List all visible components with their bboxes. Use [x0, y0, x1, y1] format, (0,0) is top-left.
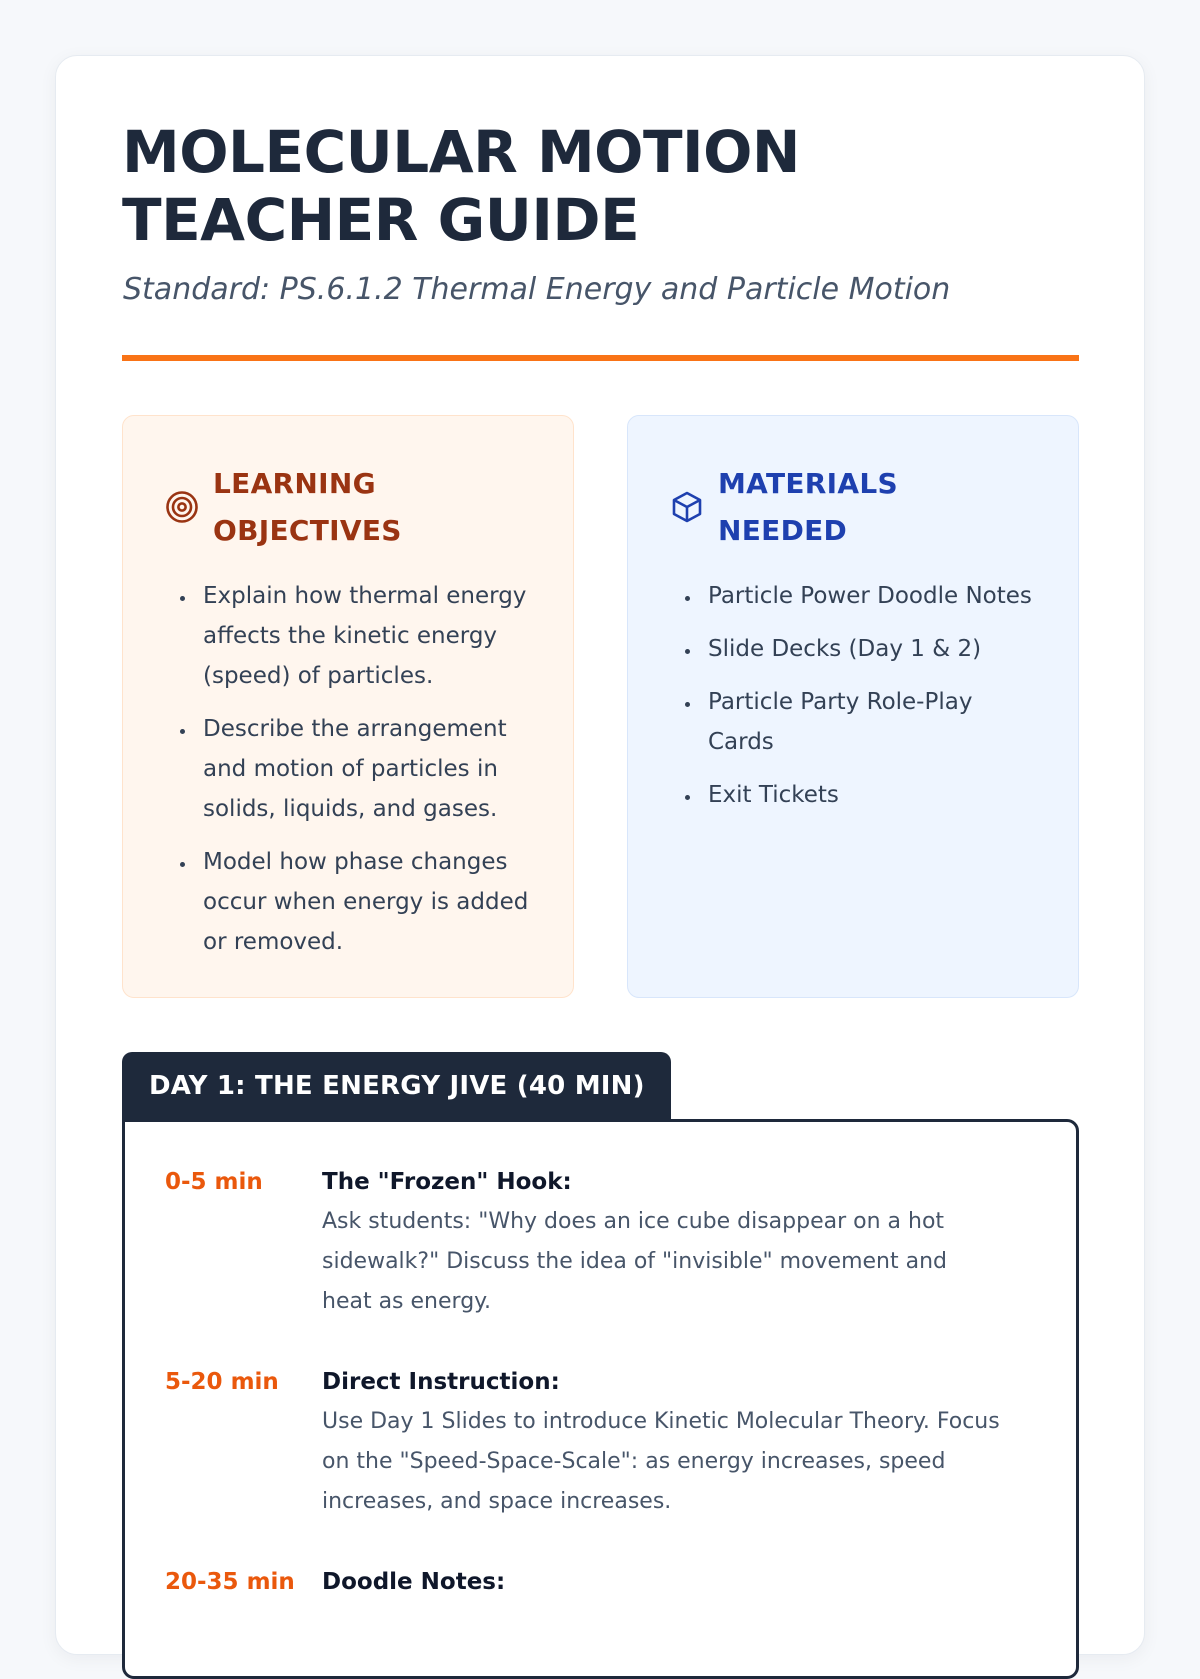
schedule-time: 0-5 min: [165, 1169, 263, 1195]
page-title-line-1: MOLECULAR MOTION: [122, 118, 800, 186]
list-item: • Particle Party Role-Play Cards: [702, 682, 1040, 762]
page-title-line-2: TEACHER GUIDE: [122, 186, 640, 254]
learning-objectives-list: [165, 576, 535, 962]
day-1-schedule: [122, 1119, 1079, 1679]
materials-needed-title-line-2: NEEDED: [718, 514, 848, 547]
day-1-tab: DAY 1: THE ENERGY JIVE (40 MIN): [122, 1052, 671, 1120]
schedule-heading: Doodle Notes:: [322, 1569, 506, 1595]
schedule-body: [322, 1562, 1002, 1602]
schedule-heading: Direct Instruction:: [322, 1369, 560, 1395]
schedule-heading: The "Frozen" Hook:: [322, 1169, 572, 1195]
list-item: • Particle Power Doodle Notes: [702, 576, 1040, 616]
schedule-time: 5-20 min: [165, 1369, 279, 1395]
learning-objectives-title-line-1: LEARNING: [213, 467, 376, 500]
schedule-time: 20-35 min: [165, 1569, 295, 1595]
schedule-body: [322, 1162, 1002, 1322]
materials-needed-header: [670, 460, 1040, 554]
list-item: • Explain how thermal energy affects the kinetic energy (speed) of particles.: [197, 576, 535, 696]
list-item: • Slide Decks (Day 1 & 2): [702, 629, 1040, 669]
schedule-body: [322, 1362, 1002, 1522]
materials-needed-title-line-1: MATERIALS: [718, 467, 898, 500]
page-title: [122, 118, 1022, 254]
schedule-text: Ask students: "Why does an ice cube disappear on a hot sidewalk?" Discuss the idea of "invisible" movement and heat as energy.: [322, 1209, 948, 1314]
learning-objectives-header: [165, 460, 535, 554]
schedule-text: Use Day 1 Slides to introduce Kinetic Molecular Theory. Focus on the "Speed-Space-Scale": as energy increases, speed increases, and space increases.: [322, 1409, 1000, 1514]
standard-subtitle: Standard: PS.6.1.2 Thermal Energy and Particle Motion: [123, 272, 951, 307]
title-divider: [122, 355, 1079, 361]
materials-needed-panel: [627, 415, 1079, 998]
learning-objectives-panel: [122, 415, 574, 998]
list-item: • Model how phase changes occur when energy is added or removed.: [197, 842, 535, 962]
learning-objectives-title-line-2: OBJECTIVES: [213, 514, 402, 547]
materials-needed-list: [670, 576, 1040, 815]
list-item: • Exit Tickets: [702, 775, 1040, 815]
target-icon: [165, 490, 199, 524]
materials-needed-title: [718, 460, 898, 554]
cube-icon: [670, 490, 704, 524]
learning-objectives-title: [213, 460, 402, 554]
list-item: • Describe the arrangement and motion of particles in solids, liquids, and gases.: [197, 709, 535, 829]
